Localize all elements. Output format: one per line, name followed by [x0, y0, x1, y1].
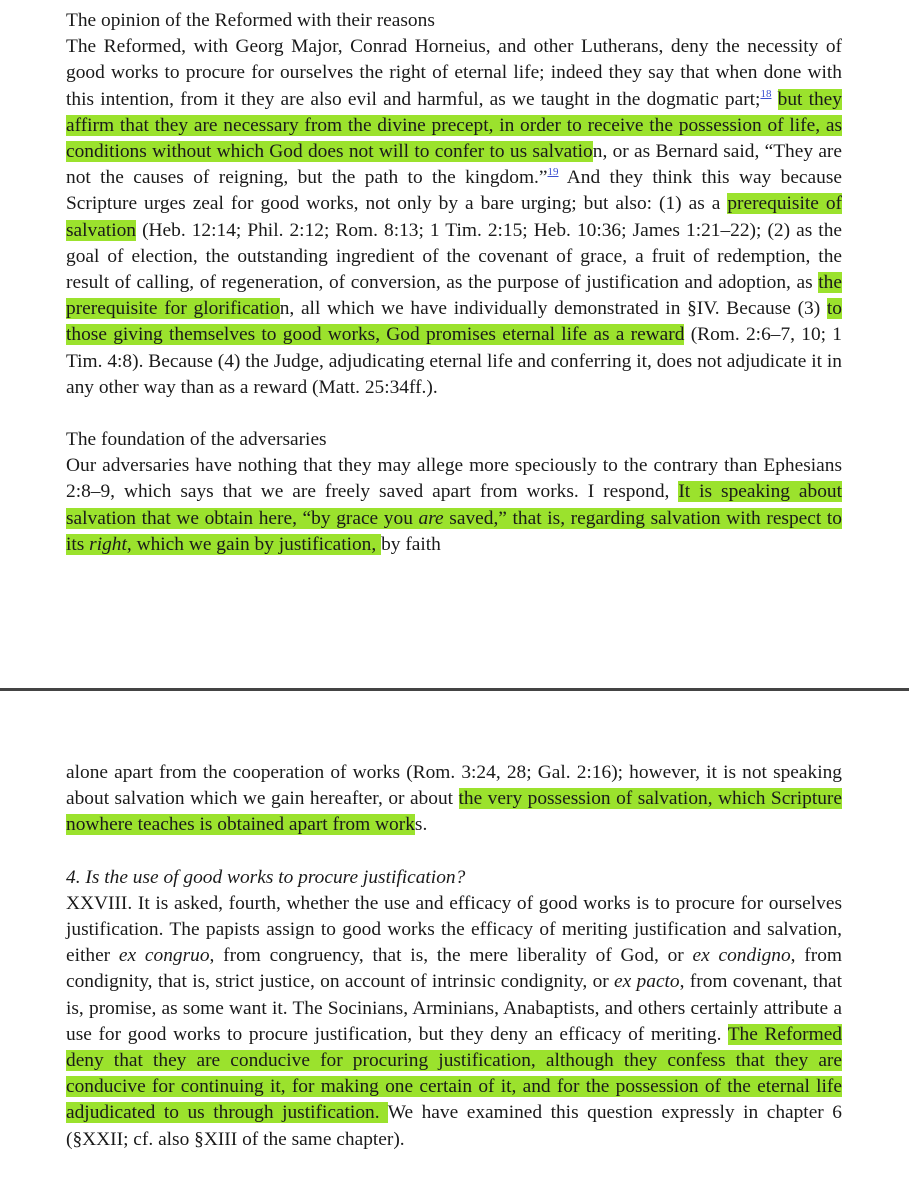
text-run: , from congruency, that is, the mere liberality of God, or: [209, 945, 693, 967]
text-run: , which we gain by justification,: [126, 533, 382, 555]
paragraph-reformed-opinion: [66, 34, 842, 401]
paragraph-adversaries: [66, 453, 842, 558]
text-run: (Heb. 12:14; Phil. 2:12; Rom. 8:13; 1 Tim. 2:15; Heb. 10:36; James 1:21–22); (2) as the goal of election, the outstanding ingredient of the covenant of grace, a fruit of redemption, the result of calling, of regeneration, of conversion, as the purpose of justification and adoption, as: [66, 219, 842, 294]
bottom-page-text: [66, 760, 842, 1153]
highlight: the very possession of salvation, which Scripture nowhere teaches is obtained apart from work: [66, 788, 842, 836]
question-heading-text: 4. Is the use of good works to procure justification?: [66, 866, 466, 888]
text-run: Our adversaries have nothing that they may allege more speciously to the contrary than Ephesians 2:8–9, which says that we are freely saved apart from works. I respond,: [66, 455, 842, 503]
paragraph-gap: [66, 401, 842, 427]
text-run: , from condignity, that is, strict justice, on account of intrinsic condignity, or: [66, 945, 842, 993]
section-heading-adversaries: The foundation of the adversaries: [66, 429, 327, 451]
text-run: We have examined this question expressly in chapter 6 (§XXII; cf. also §XIII of the same chapter).: [66, 1102, 842, 1150]
text-run: n, or as Bernard said, “They are not the causes of reigning, but the path to the kingdom.”: [66, 141, 842, 189]
italic-run: ex pacto: [614, 971, 680, 993]
highlight: The Reformed deny that they are conducive for procuring justification, although they confess that they are conducive for continuing it, for making one certain of it, and for the possession of the eternal life adjudicated to us through justification.: [66, 1023, 842, 1124]
text-run: And they think this way because Scripture urges zeal for good works, not only by a bare urging; but also: (1) as a: [66, 167, 842, 215]
text-run: by faith: [381, 533, 441, 555]
text-run: (Rom. 2:6–7, 10; 1 Tim. 4:8). Because (4) the Judge, adjudicating eternal life and conferring it, does not adjudicate it in any other way than as a reward (Matt. 25:34ff.).: [66, 324, 842, 398]
question-heading: [66, 865, 842, 891]
paragraph-justification: [66, 891, 842, 1153]
section-heading-reformed: The opinion of the Reformed with their reasons: [66, 10, 435, 31]
page-divider: [0, 688, 909, 691]
highlight: to those giving themselves to good works, God promises eternal life as a reward: [66, 298, 843, 346]
text-run: alone apart from the cooperation of works (Rom. 3:24, 28; Gal. 2:16); however, it is not speaking about salvation which we gain hereafter, or about: [66, 762, 842, 810]
top-page-text: [66, 8, 842, 558]
text-run: n, all which we have individually demonstrated in §IV. Because (3): [279, 298, 827, 320]
highlight: but they affirm that they are necessary from the divine precept, in order to receive the possession of life, as conditions without which God does not will to confer to us salvatio: [66, 88, 842, 163]
italic-run: right: [89, 533, 127, 555]
footnote-link-18[interactable]: 18: [760, 87, 772, 100]
text-run: s.: [414, 814, 428, 836]
text-run: It is speaking about salvation that we obtain here, “by grace you: [66, 481, 842, 529]
highlight: the prerequisite for glorificatio: [66, 272, 842, 320]
text-run: XXVIII. It is asked, fourth, whether the use and efficacy of good works is to procure for ourselves justification. The papists assign to good works the efficacy of meriting justification and salvation, either: [66, 892, 842, 967]
italic-run: are: [418, 507, 444, 529]
italic-run: ex congruo: [118, 945, 210, 967]
highlight: prerequisite of salvation: [66, 193, 842, 241]
paragraph-continuation: [66, 760, 842, 839]
footnote-link-19[interactable]: 19: [547, 166, 559, 179]
text-run: The Reformed, with Georg Major, Conrad Horneius, and other Lutherans, deny the necessity of good works to procure for ourselves the right of eternal life; indeed they say that when done with this intention, from it they are also evil and harmful, as we taught in the dogmatic part;: [66, 36, 842, 110]
paragraph-gap: [66, 839, 842, 865]
italic-run: ex condigno: [692, 945, 791, 967]
text-run: , from covenant, that is, promise, as some want it. The Socinians, Arminians, Anabaptists, and others certainly attribute a use for good works to procure justification, but they deny an efficacy of meriting.: [66, 971, 843, 1045]
text-run: saved,” that is, regarding salvation with respect to its: [66, 507, 842, 555]
